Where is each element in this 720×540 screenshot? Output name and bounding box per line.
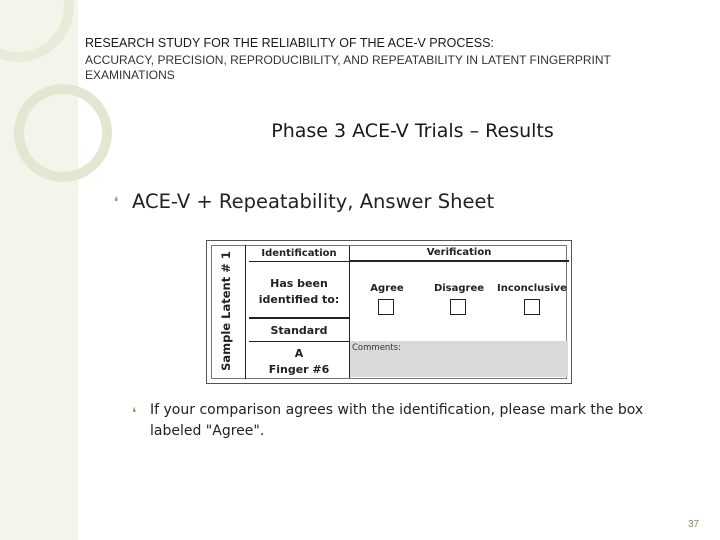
bullet-ace-v [114, 190, 495, 213]
slide-header [85, 36, 685, 83]
bullet-instruction-text: If your comparison agrees with the identification, please mark the box labeled "Agree". [150, 402, 644, 439]
bullet-icon: ❛ [114, 195, 119, 210]
bullet-instruction [132, 400, 680, 442]
identified-to-label [249, 276, 349, 308]
page-number: 37 [688, 519, 700, 530]
standard-value: A [294, 347, 304, 360]
sample-latent-label: Sample Latent # 1 [219, 251, 233, 371]
ident-mid-line [249, 317, 349, 319]
header-title: RESEARCH STUDY FOR THE RELIABILITY OF THE ACE-V PROCESS: [85, 36, 494, 50]
form-side-divider [245, 245, 246, 379]
ident-header-line [249, 261, 349, 262]
comments-field[interactable] [350, 341, 568, 377]
comments-label: Comments: [352, 343, 401, 353]
agree-checkbox[interactable] [378, 299, 394, 315]
bullet-ace-v-text: ACE-V + Repeatability, Answer Sheet [132, 190, 495, 213]
verification-header: Verification [426, 247, 492, 258]
option-agree-label: Agree [370, 283, 404, 294]
disagree-checkbox[interactable] [450, 299, 466, 315]
form-side-label [215, 247, 237, 375]
standard-label: Standard [270, 324, 328, 337]
identified-line2: identified to: [258, 293, 340, 306]
answer-sheet-form [206, 240, 572, 384]
identification-column [249, 246, 349, 378]
decorative-left-band [0, 0, 78, 540]
ident-std-line [249, 341, 349, 342]
verif-header-line [349, 260, 569, 262]
identified-line1: Has been [270, 277, 328, 290]
option-inconclusive-label: Inconclusive [497, 283, 567, 294]
header-subtitle: ACCURACY, PRECISION, REPRODUCIBILITY, AND REPEATABILITY IN LATENT FINGERPRINT EXAMINATIONS [85, 53, 611, 82]
slide-title: Phase 3 ACE-V Trials – Results [271, 120, 554, 142]
finger-label: Finger #6 [268, 363, 330, 376]
option-disagree-label: Disagree [433, 283, 485, 294]
inconclusive-checkbox[interactable] [524, 299, 540, 315]
bullet-icon: ❛ [132, 406, 137, 421]
standard-value-block [249, 346, 349, 378]
identification-header: Identification [261, 248, 337, 259]
